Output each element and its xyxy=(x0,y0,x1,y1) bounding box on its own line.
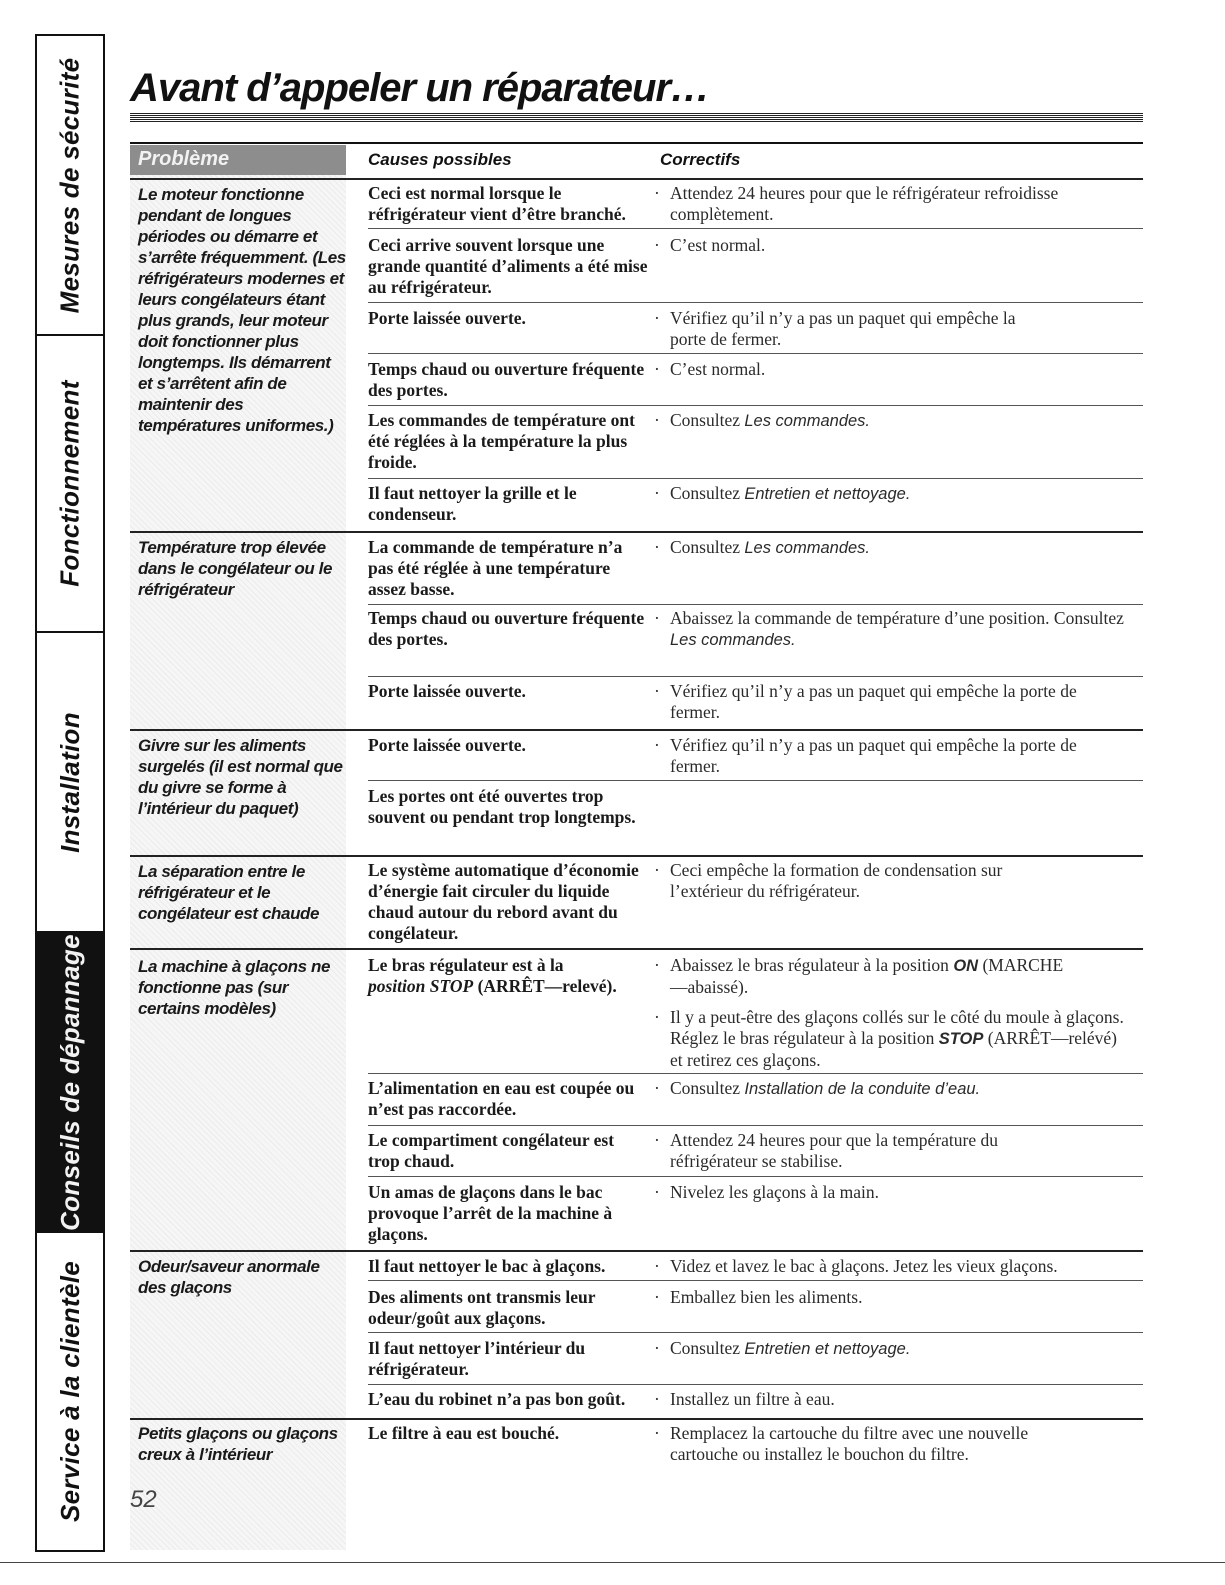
cause-text xyxy=(368,955,648,997)
fix-text-part: Abaissez le bras régulateur à la position xyxy=(670,955,949,975)
fix-text-part: Vérifiez qu’il n’y a pas un paquet qui empêche la porte de fermer. xyxy=(670,681,1077,722)
title-rule xyxy=(130,113,1143,122)
cause-text: Porte laissée ouverte. xyxy=(368,735,526,755)
cause-text: Le compartiment congélateur est trop chaud. xyxy=(368,1130,615,1171)
fix-text-part: Consultez xyxy=(670,1078,740,1098)
fix-text-part: Nivelez les glaçons à la main. xyxy=(670,1182,879,1202)
row-divider xyxy=(368,604,1143,605)
group-divider xyxy=(130,729,1143,731)
section-tabs xyxy=(35,34,105,1552)
bullet: · xyxy=(654,1256,660,1276)
fix-text-part: (ARRÊT—relévé) et retirez ces glaçons. xyxy=(670,1028,1118,1070)
fix-text xyxy=(654,183,1132,225)
cause-text: La commande de température n’a pas été réglée à une température assez basse. xyxy=(368,537,623,599)
cause-text-part: (ARRÊT—relevé). xyxy=(477,976,617,996)
fix-text xyxy=(654,1287,1132,1308)
row-divider xyxy=(368,1176,1143,1177)
row-divider xyxy=(368,1280,1143,1281)
fix-link-text: Installation de la conduite d’eau. xyxy=(744,1080,981,1098)
cause-text: Ceci arrive souvent lorsque une grande quantité d’aliments a été mise au réfrigérateur. xyxy=(368,235,648,297)
row-divider xyxy=(368,405,1143,406)
fix-text xyxy=(654,1338,1132,1360)
fix-emphasis: ON xyxy=(953,957,979,975)
fix-text xyxy=(654,1007,1132,1071)
row-divider xyxy=(368,302,1143,303)
group-divider xyxy=(130,178,1143,180)
fix-text xyxy=(654,308,1054,350)
row-divider xyxy=(368,1073,1143,1074)
cause-text-part: Le bras régulateur est à la xyxy=(368,955,564,975)
problem-motor: Le moteur fonctionne pendant de longues périodes ou démarre et s’arrête fréquemment. (Les réfrigérateurs modernes et leurs congélateurs étant plus grands, leur moteur doit fonctionner plus longtemps. Ils démarrent et s’arrêtent afin de maintenir des températures uniformes.) xyxy=(138,185,346,435)
cause-text: Porte laissée ouverte. xyxy=(368,308,526,328)
cause-text: Les commandes de température ont été réglées à la température la plus froide. xyxy=(368,410,635,472)
problem-frost: Givre sur les aliments surgelés (il est normal que du givre se forme à l’intérieur du paquet) xyxy=(138,736,343,818)
fix-text xyxy=(654,1078,1132,1100)
cause-text: Il faut nettoyer l’intérieur du réfrigérateur. xyxy=(368,1338,586,1379)
bullet: · xyxy=(654,410,660,430)
tab-label: Conseils de dépannage xyxy=(54,933,85,1231)
cause-text: Temps chaud ou ouverture fréquente des portes. xyxy=(368,608,645,649)
fix-text xyxy=(654,608,1132,651)
tab-conseils-de-depannage[interactable] xyxy=(37,933,103,1233)
fix-text xyxy=(654,1182,1132,1203)
fix-text-part: Vérifiez qu’il n’y a pas un paquet qui empêche la porte de fermer. xyxy=(670,735,1077,776)
row-divider xyxy=(368,478,1143,479)
cause-text: L’eau du robinet n’a pas bon goût. xyxy=(368,1389,626,1409)
cause-text: Il faut nettoyer la grille et le condenseur. xyxy=(368,483,577,524)
fix-link-text: Les commandes. xyxy=(670,631,796,649)
row-divider xyxy=(368,676,1143,677)
fix-text-part: Installez un filtre à eau. xyxy=(670,1389,835,1409)
cause-text: Le système automatique d’économie d’énergie fait circuler du liquide chaud autour du rebord avant du congélateur. xyxy=(368,860,639,943)
fix-text-part: Il y a peut-être des glaçons collés sur le côté du moule à glaçons. Réglez le bras régulateur à la position xyxy=(670,1007,1124,1048)
row-divider xyxy=(368,1384,1143,1385)
tab-label: Installation xyxy=(54,711,85,853)
row-divider xyxy=(368,780,1143,781)
fix-text-part: Attendez 24 heures pour que la température du réfrigérateur se stabilise. xyxy=(670,1130,998,1171)
fix-text-part: Remplacez la cartouche du filtre avec une nouvelle cartouche ou installez le bouchon du filtre. xyxy=(670,1423,1029,1464)
bullet: · xyxy=(654,483,660,503)
fix-text-part: Abaissez la commande de température d’une position. Consultez xyxy=(670,608,1124,628)
bullet: · xyxy=(654,1130,660,1150)
fix-text-part: C’est normal. xyxy=(670,359,766,379)
cause-text: Des aliments ont transmis leur odeur/goût aux glaçons. xyxy=(368,1287,596,1328)
bullet: · xyxy=(654,183,660,203)
bullet: · xyxy=(654,681,660,701)
row-divider xyxy=(368,1332,1143,1333)
fix-text-part: Consultez xyxy=(670,537,740,557)
fix-link-text: Entretien et nettoyage. xyxy=(744,1340,911,1358)
bullet: · xyxy=(654,608,660,628)
tab-fonctionnement[interactable] xyxy=(37,336,103,633)
fix-text-part: Emballez bien les aliments. xyxy=(670,1287,863,1307)
bullet: · xyxy=(654,1338,660,1358)
group-divider xyxy=(130,855,1143,857)
fix-text xyxy=(654,483,1132,505)
bottom-rule xyxy=(0,1562,1225,1563)
problem-warm-divider: La séparation entre le réfrigérateur et le congélateur est chaude xyxy=(138,862,320,923)
fix-text-part: Attendez 24 heures pour que le réfrigérateur refroidisse complètement. xyxy=(670,183,1059,224)
fix-text-part: Ceci empêche la formation de condensation sur l’extérieur du réfrigérateur. xyxy=(670,860,1003,901)
row-divider xyxy=(368,1125,1143,1126)
fix-text xyxy=(654,410,1132,432)
bullet: · xyxy=(654,235,660,255)
fix-text xyxy=(654,1130,1074,1172)
fix-text-part: Consultez xyxy=(670,1338,740,1358)
fix-text-part: Consultez xyxy=(670,483,740,503)
cause-text: Il faut nettoyer le bac à glaçons. xyxy=(368,1256,606,1276)
bullet: · xyxy=(654,1423,660,1443)
fix-emphasis: STOP xyxy=(938,1030,984,1048)
tab-label: Fonctionnement xyxy=(54,380,85,587)
group-divider xyxy=(130,948,1143,950)
cause-text: Porte laissée ouverte. xyxy=(368,681,526,701)
problem-ice-odor: Odeur/saveur anormale des glaçons xyxy=(138,1257,320,1297)
cause-text: Temps chaud ou ouverture fréquente des portes. xyxy=(368,359,645,400)
fix-text xyxy=(654,1389,1132,1410)
fix-text-part: (MARCHE—abaissé). xyxy=(670,955,1064,997)
page-number: 52 xyxy=(130,1486,157,1513)
header-rule xyxy=(130,142,1143,144)
fix-text-part: Consultez xyxy=(670,410,740,430)
group-divider xyxy=(130,1418,1143,1420)
fix-text xyxy=(654,1256,1132,1277)
bullet: · xyxy=(654,735,660,755)
fix-text-part: Vérifiez qu’il n’y a pas un paquet qui empêche la porte de fermer. xyxy=(670,308,1016,349)
fix-link-text: Les commandes. xyxy=(744,412,871,430)
fix-text xyxy=(654,359,1132,380)
bullet: · xyxy=(654,1287,660,1307)
tab-label: Service à la clientèle xyxy=(54,1261,85,1522)
group-divider xyxy=(130,1250,1143,1252)
bullet: · xyxy=(654,1182,660,1202)
header-problem: Problème xyxy=(130,145,346,175)
bullet: · xyxy=(654,860,660,880)
fix-text xyxy=(654,235,1132,256)
fix-text xyxy=(654,681,1094,723)
cause-text: Le filtre à eau est bouché. xyxy=(368,1423,560,1443)
problem-icemaker: La machine à glaçons ne fonctionne pas (sur certains modèles) xyxy=(138,957,331,1018)
cause-text-part: position STOP xyxy=(368,976,474,996)
group-divider xyxy=(130,531,1143,533)
bullet: · xyxy=(654,1007,660,1027)
bullet: · xyxy=(654,955,660,975)
problem-temperature: Température trop élevée dans le congélateur ou le réfrigérateur xyxy=(138,538,333,599)
row-divider xyxy=(368,353,1143,354)
bullet: · xyxy=(654,1389,660,1409)
bullet: · xyxy=(654,359,660,379)
cause-text: L’alimentation en eau est coupée ou n’est pas raccordée. xyxy=(368,1078,635,1119)
header-causes: Causes possibles xyxy=(368,150,512,169)
fix-text xyxy=(654,735,1094,777)
tab-mesures-de-securite[interactable] xyxy=(37,36,103,336)
fix-text-part: C’est normal. xyxy=(670,235,766,255)
fix-text xyxy=(654,955,1074,998)
fix-text xyxy=(654,537,1132,559)
fix-text xyxy=(654,860,1074,902)
tab-service-a-la-clientele[interactable] xyxy=(37,1233,103,1550)
cause-text: Ceci est normal lorsque le réfrigérateur vient d’être branché. xyxy=(368,183,626,224)
fix-link-text: Les commandes. xyxy=(744,539,871,557)
bullet: · xyxy=(654,1078,660,1098)
page-title: Avant d’appeler un réparateur… xyxy=(130,66,710,110)
header-fixes: Correctifs xyxy=(660,150,741,169)
tab-label: Mesures de sécurité xyxy=(54,57,85,313)
tab-installation[interactable] xyxy=(37,633,103,933)
fix-link-text: Entretien et nettoyage. xyxy=(744,485,911,503)
fix-text-part: Videz et lavez le bac à glaçons. Jetez les vieux glaçons. xyxy=(670,1256,1058,1276)
problem-small-ice: Petits glaçons ou glaçons creux à l’intérieur xyxy=(138,1424,338,1464)
fix-text xyxy=(654,1423,1094,1465)
bullet: · xyxy=(654,537,660,557)
cause-text: Les portes ont été ouvertes trop souvent ou pendant trop longtemps. xyxy=(368,786,636,827)
bullet: · xyxy=(654,308,660,328)
row-divider xyxy=(368,228,1143,229)
cause-text: Un amas de glaçons dans le bac provoque l’arrêt de la machine à glaçons. xyxy=(368,1182,613,1244)
